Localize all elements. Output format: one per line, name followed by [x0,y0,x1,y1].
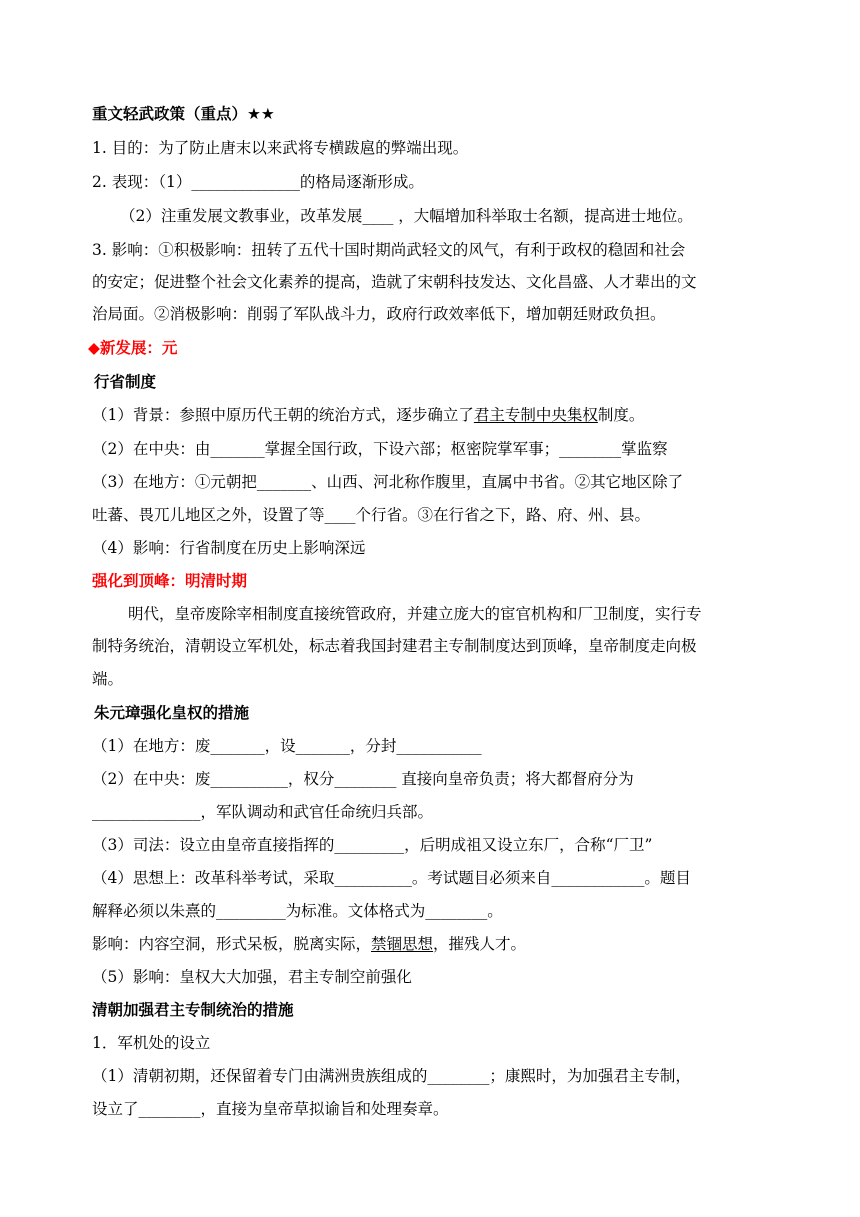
paragraph-line: （4）思想上：改革科举考试，采取__________。考试题目必须来自____________。题目 [92,869,691,887]
paragraph-line: 3. 影响：①积极影响：扭转了五代十国时期尚武轻文的风气，有利于政权的稳固和社会 [92,241,686,259]
paragraph-line: 1. 目的：为了防止唐末以来武将专横跋扈的弊端出现。 [92,139,469,157]
section-heading-yuan: ◆新发展：元 [88,339,178,357]
paragraph-line: ______________，军队调动和武官任命统归兵部。 [92,803,434,821]
line-text: （1）背景：参照中原历代王朝的统治方式，逐步确立了 [92,406,474,424]
paragraph-line: 的安定；促进整个社会文化素养的提高，造就了宋朝科技发达、文化昌盛、人才辈出的文 [92,273,697,291]
underlined-term: 君主专制中央集权 [473,406,598,424]
paragraph-line: （1）清朝初期，还保留着专门由满洲贵族组成的________；康熙时，为加强君主专制， [92,1067,691,1085]
paragraph-line: 2. 表现：（1）______________的格局逐渐形成。 [92,173,424,191]
line-text: ，摧残人才。 [433,935,527,953]
paragraph-line: （3）司法：设立由皇帝直接指挥的_________，后明成祖又设立东厂，合称“厂卫” [92,836,653,854]
section-heading-xingsheng: 行省制度 [94,373,157,391]
paragraph-line: （1）在地方：废_______，设_______，分封___________ [92,737,482,755]
paragraph-line: 治局面。②消极影响：削弱了军队战斗力，政府行政效率低下，增加朝廷财政负担。 [92,305,666,323]
section-heading-zhongwen: 重文轻武政策（重点）★★ [92,105,275,123]
line-text: 影响：内容空洞，形式呆板，脱离实际， [92,935,372,953]
paragraph-line: （2）注重发展文教事业，改革发展____ ，大幅增加科举取士名额，提高进士地位。 [120,207,693,225]
paragraph-line: 1．军机处的设立 [92,1034,211,1052]
paragraph-line: 制特务统治，清朝设立军机处，标志着我国封建君主专制制度达到顶峰，皇帝制度走向极 [92,637,697,655]
paragraph-line: 端。 [92,670,124,688]
paragraph-line: （2）在中央：由_______掌握全国行政，下设六部；枢密院掌军事；________掌监察 [92,440,668,458]
paragraph-line: （5）影响：皇权大大加强，君主专制空前强化 [92,968,412,986]
line-text: 制度。 [597,406,645,424]
paragraph-line: （3）在地方：①元朝把_______、山西、河北称作腹里，直属中书省。②其它地区除了 [92,473,684,491]
paragraph-line: 吐蕃、畏兀儿地区之外，设置了等____个行省。③在行省之下，路、府、州、县。 [92,506,651,524]
paragraph-line: 明代，皇帝废除宰相制度直接统管政府，并建立庞大的宦官机构和厂卫制度，实行专 [128,605,702,623]
section-heading-zhuyuanzhang: 朱元璋强化皇权的措施 [94,704,250,722]
paragraph-line: 解释必须以朱熹的_________为标准。文体格式为________。 [92,902,503,920]
paragraph-line: （2）在中央：废__________，权分________ 直接向皇帝负责；将大都督府分为 [92,770,634,788]
paragraph-line: （4）影响：行省制度在历史上影响深远 [92,539,366,557]
paragraph-line: 设立了________，直接为皇帝草拟谕旨和处理奏章。 [92,1100,449,1118]
underlined-term: 禁锢思想 [371,935,434,953]
section-heading-mingqing: 强化到顶峰：明清时期 [92,572,248,590]
section-heading-qing: 清朝加强君主专制统治的措施 [92,1001,294,1019]
paragraph-line [92,934,860,954]
paragraph-line [92,405,860,425]
